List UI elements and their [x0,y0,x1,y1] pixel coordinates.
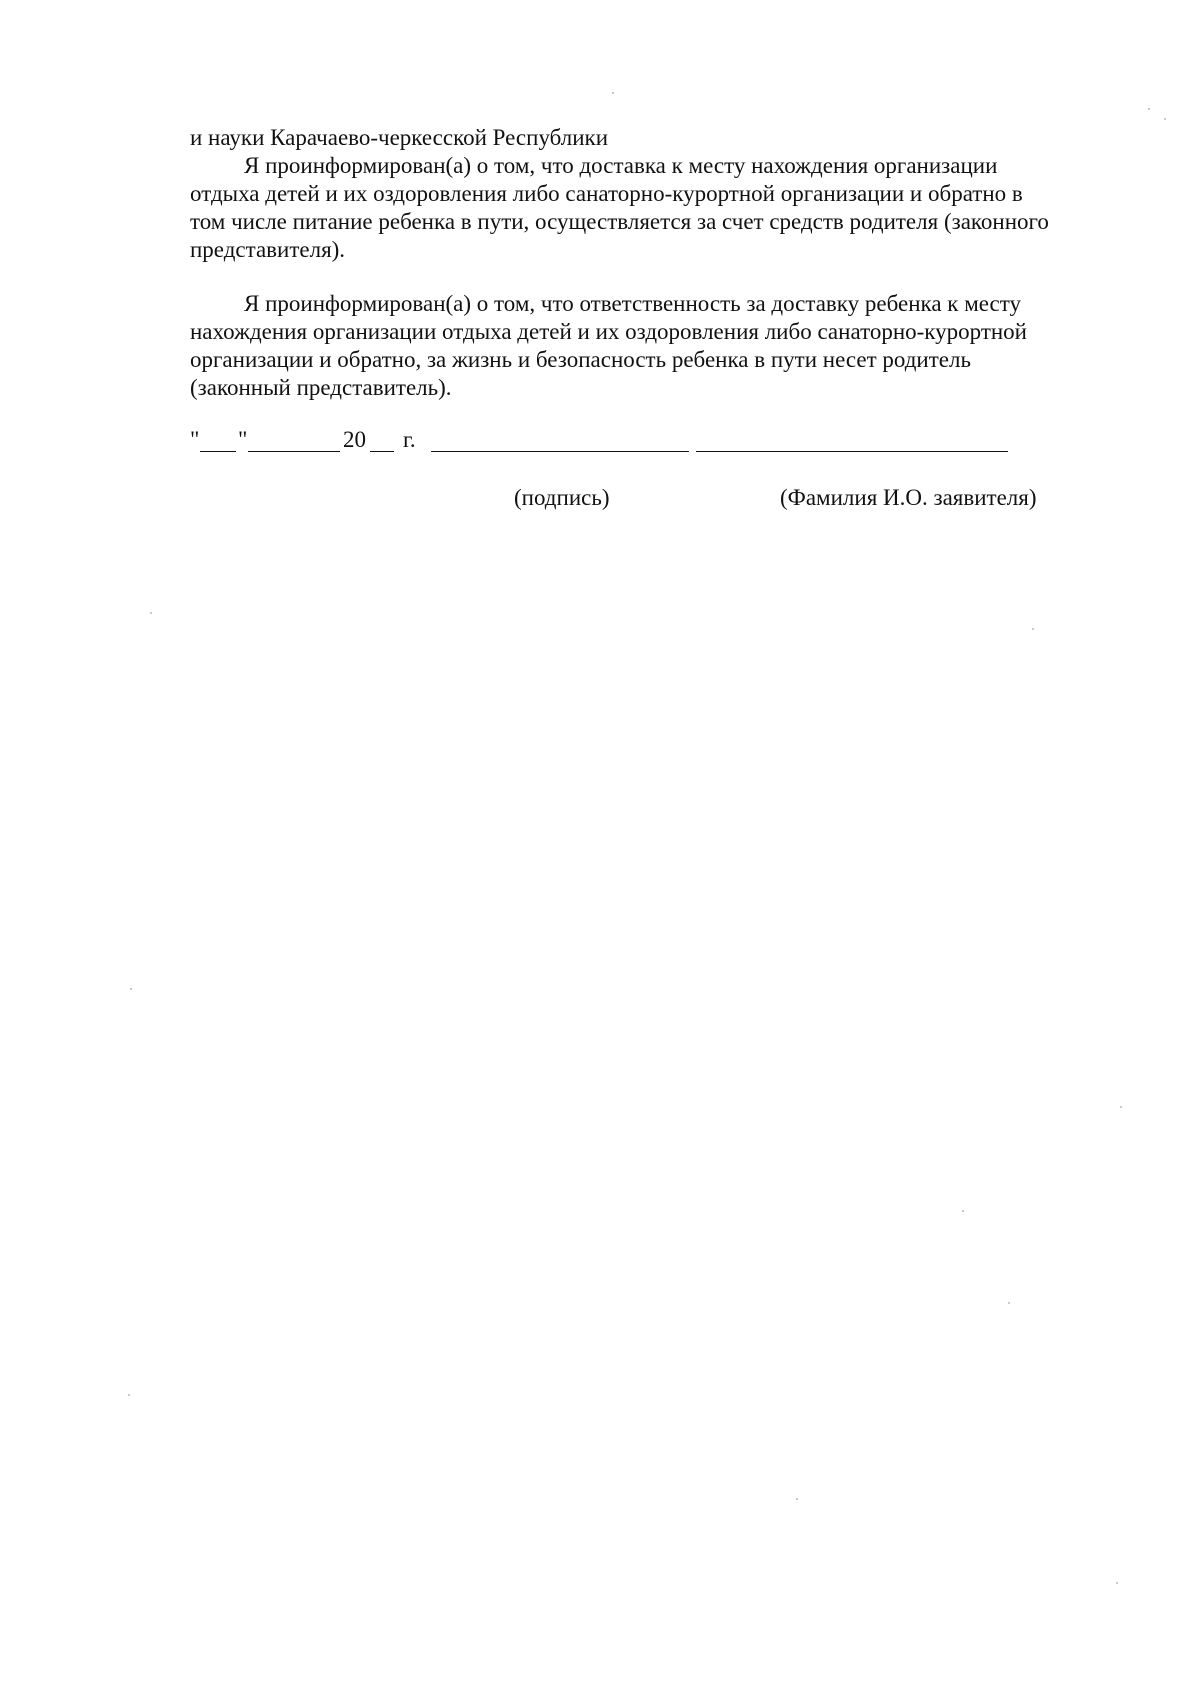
scan-speck [1032,628,1034,630]
year-suffix: г. [403,427,416,452]
paragraph-1-line-4: представителя). [190,237,346,262]
scan-speck [796,1498,798,1500]
year-prefix: 20 [343,427,366,452]
date-quote-open: " [190,427,200,452]
signature-caption: (подпись) [514,485,610,510]
name-caption: (Фамилия И.О. заявителя) [780,485,1037,510]
paragraph-2-line-3: организации и обратно, за жизнь и безопасность ребенка в пути несет родитель [190,347,971,372]
date-quote-close: " [238,427,248,452]
month-blank-line [248,451,340,452]
scan-speck [1164,118,1166,120]
scan-speck [128,1394,130,1396]
paragraph-1-line-1: Я проинформирован(а) о том, что доставка к месту нахождения организации [244,153,998,178]
day-blank-line [200,451,236,452]
signature-blank-line [431,451,689,452]
scan-speck [1148,108,1150,110]
date-signature-row [190,426,1010,458]
year-blank-line [370,451,394,452]
name-blank-line [696,451,1008,452]
paragraph-1-line-2: отдыха детей и их оздоровления либо санаторно-курортной организации и обратно в [190,181,1023,206]
paragraph-2-line-4: (законный представитель). [190,375,452,400]
scan-speck [1008,1302,1010,1304]
scan-speck [150,612,152,614]
scan-speck [612,92,614,94]
paragraph-2-line-1: Я проинформирован(а) о том, что ответственность за доставку ребенка к месту [244,291,1022,316]
scan-speck [130,988,132,990]
scan-speck [962,1210,964,1212]
paragraph-2-line-2: нахождения организации отдыха детей и их оздоровления либо санаторно-курортной [190,319,1027,344]
scan-speck [1116,1582,1118,1584]
intro-line-1: и науки Карачаево-черкесской Республики [190,125,609,150]
paragraph-1-line-3: том числе питание ребенка в пути, осуществляется за счет средств родителя (законного [190,209,1049,234]
scan-speck [1120,1106,1122,1108]
